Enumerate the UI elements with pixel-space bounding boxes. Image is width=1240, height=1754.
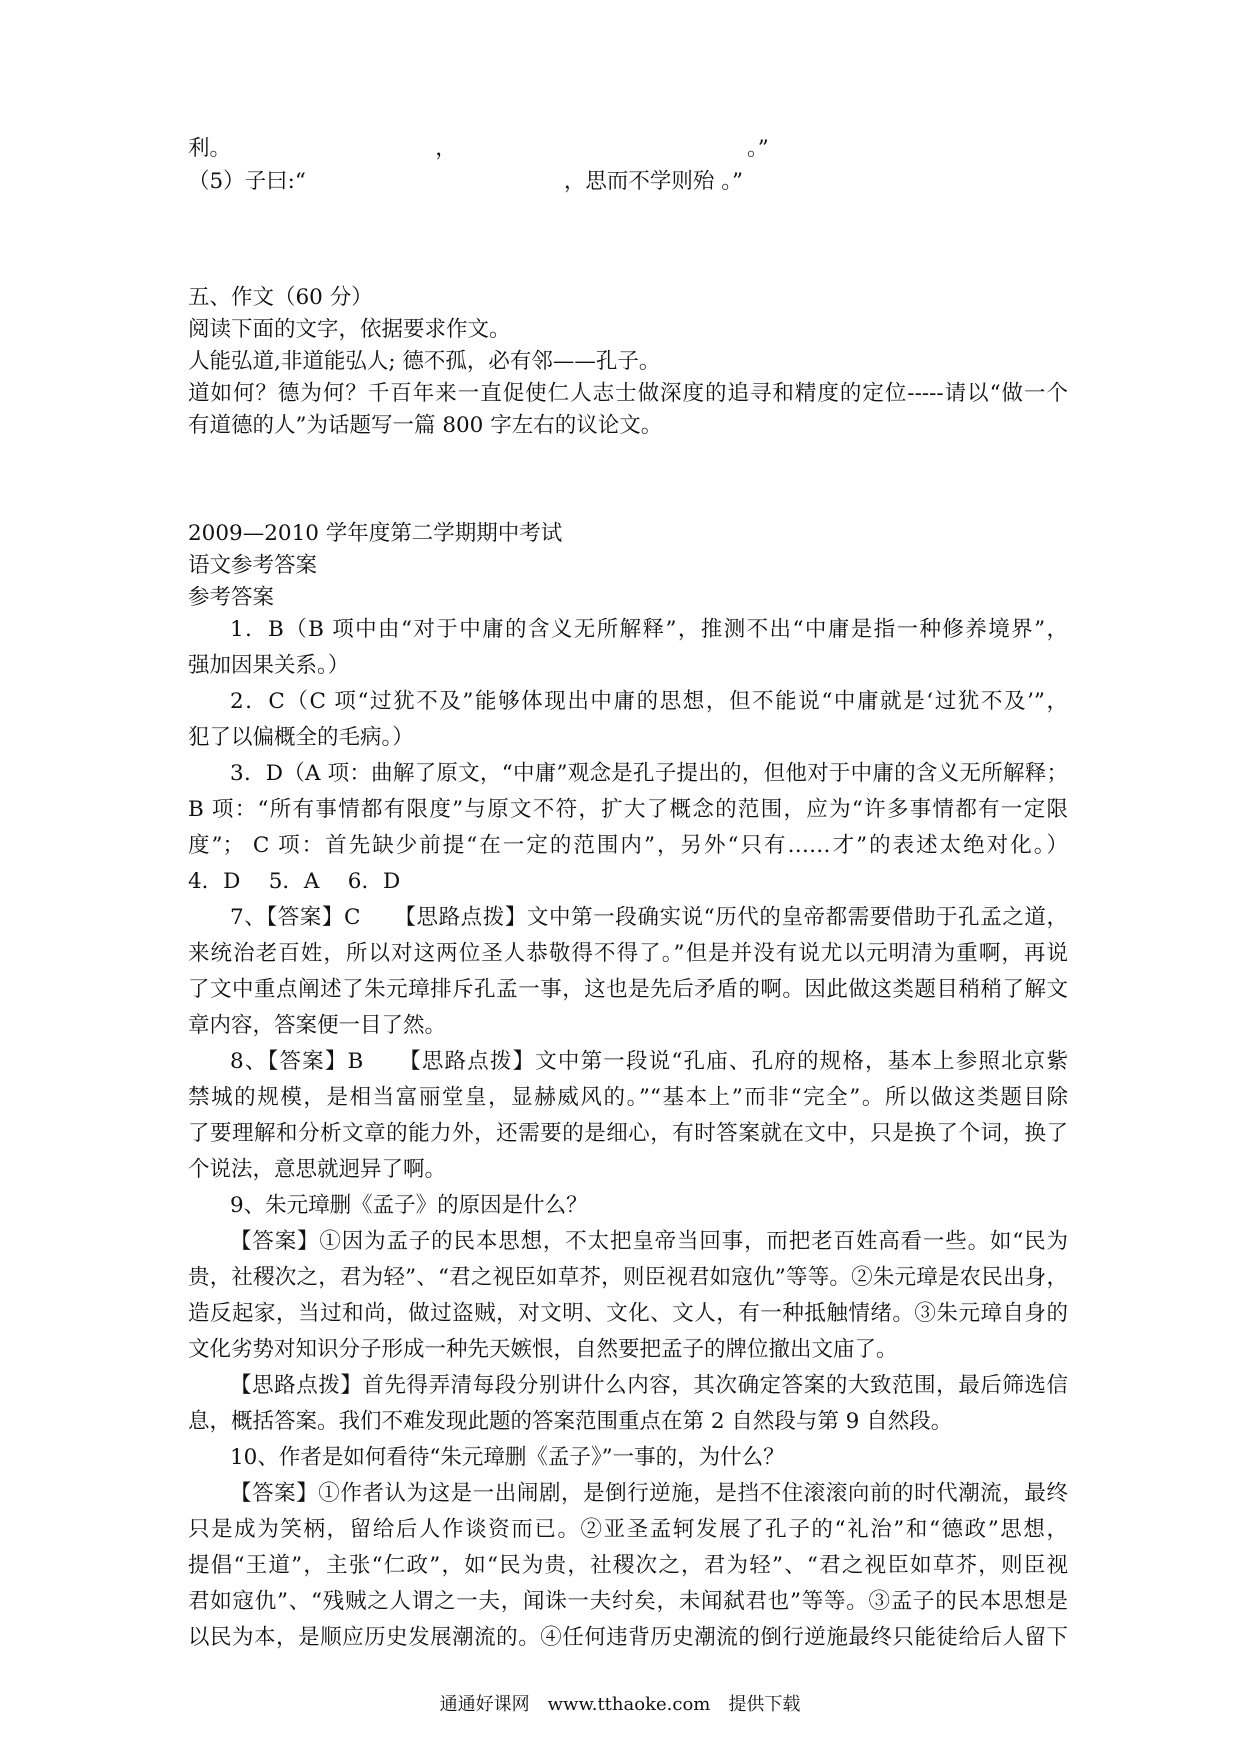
answer-line: 只是成为笑柄，留给后人作谈资而已。②亚圣孟轲发展了孔子的“礼治”和“德政”思想， (188, 1517, 1068, 1542)
answer-line: 4．D 5．A 6．D (188, 869, 401, 894)
answer-heading: 参考答案 (188, 585, 275, 610)
quote-fill-line: （5）子曰:“ ，思而不学则殆 。” (188, 169, 743, 194)
answer-line: 犯了以偏概全的毛病。） (188, 725, 414, 750)
answer-line: 了文中重点阐述了朱元璋排斥孔孟一事，这也是先后矛盾的啊。因此做这类题目稍稍了解文 (188, 977, 1068, 1002)
answer-line: 强加因果关系。） (188, 653, 350, 678)
answer-line: 造反起家，当过和尚，做过盗贼，对文明、文化、文人，有一种抵触情绪。③朱元璋自身的 (188, 1301, 1068, 1326)
page-footer: 通通好课网 www.tthaoke.com 提供下载 (439, 1694, 801, 1715)
answer-subtitle: 语文参考答案 (188, 553, 318, 578)
essay-quote: 人能弘道,非道能弘人; 德不孤，必有邻——孔子。 (188, 349, 661, 374)
answer-line: 以民为本，是顺应历史发展潮流的。④任何违背历史潮流的倒行逆施最终只能徒给后人留下 (188, 1625, 1068, 1650)
essay-instruction: 阅读下面的文字，依据要求作文。 (188, 317, 511, 342)
answer-line: 章内容，答案便一目了然。 (188, 1013, 447, 1038)
answer-line: B 项：“所有事情都有限度”与原文不符，扩大了概念的范围，应为“许多事情都有一定限 (188, 797, 1068, 822)
essay-prompt-line-1: 道如何？德为何？千百年来一直促使仁人志士做深度的追寻和精度的定位-----请以“做一个 (188, 381, 1068, 406)
answer-line: 息，概括答案。我们不难发现此题的答案范围重点在第 2 自然段与第 9 自然段。 (188, 1409, 953, 1434)
answer-line: 8、【答案】B 【思路点拨】文中第一段说“孔庙、孔府的规格，基本上参照北京紫 (230, 1049, 1068, 1074)
exam-title: 2009—2010 学年度第二学期期中考试 (188, 521, 563, 546)
answer-line: 君如寇仇”、“残贼之人谓之一夫，闻诛一夫纣矣，未闻弑君也”等等。③孟子的民本思想是 (188, 1589, 1068, 1614)
answer-line: 文化劣势对知识分子形成一种先天嫉恨，自然要把孟子的牌位撤出文庙了。 (188, 1337, 898, 1362)
essay-heading: 五、作文（60 分） (188, 285, 373, 310)
essay-prompt-line-2: 有道德的人”为话题写一篇 800 字左右的议论文。 (188, 413, 663, 438)
poem-fill-line: 利。 ， 。” (188, 136, 769, 161)
answer-line: 【思路点拨】首先得弄清每段分别讲什么内容，其次确定答案的大致范围，最后筛选信 (230, 1373, 1068, 1398)
answer-line: 提倡“王道”，主张“仁政”，如“民为贵，社稷次之，君为轻”、“君之视臣如草芥，则臣视 (188, 1553, 1068, 1578)
answer-line: 7、【答案】C 【思路点拨】文中第一段确实说“历代的皇帝都需要借助于孔孟之道， (230, 905, 1068, 930)
answer-line: 【答案】①作者认为这是一出闹剧，是倒行逆施，是挡不住滚滚向前的时代潮流，最终 (230, 1481, 1068, 1506)
answer-line: 1．B（B 项中由“对于中庸的含义无所解释”，推测不出“中庸是指一种修养境界”， (230, 617, 1068, 642)
answer-line: 了要理解和分析文章的能力外，还需要的是细心，有时答案就在文中，只是换了个词，换了 (188, 1121, 1068, 1146)
answer-line: 【答案】①因为孟子的民本思想，不太把皇帝当回事，而把老百姓高看一些。如“民为 (230, 1229, 1068, 1254)
answer-line: 度”； C 项：首先缺少前提“在一定的范围内”，另外“只有……才”的表述太绝对化。） (188, 833, 1068, 858)
answer-line: 禁城的规模，是相当富丽堂皇，显赫威风的。”“基本上”而非“完全”。所以做这类题目除 (188, 1085, 1068, 1110)
question-9: 9、朱元璋删《孟子》的原因是什么？ (230, 1193, 588, 1218)
question-10: 10、作者是如何看待“朱元璋删《孟子》”一事的，为什么？ (230, 1445, 785, 1470)
answer-line: 来统治老百姓，所以对这两位圣人恭敬得不得了。”但是并没有说尤以元明清为重啊，再说 (188, 941, 1068, 966)
answer-line: 个说法，意思就迥异了啊。 (188, 1157, 447, 1182)
answer-line: 贵，社稷次之，君为轻”、“君之视臣如草芥，则臣视君如寇仇”等等。②朱元璋是农民出身， (188, 1265, 1068, 1290)
answer-line: 2．C（C 项“过犹不及”能够体现出中庸的思想，但不能说“中庸就是‘过犹不及’”， (230, 689, 1068, 714)
answer-line: 3．D（A 项：曲解了原文，“中庸”观念是孔子提出的，但他对于中庸的含义无所解释； (230, 761, 1068, 786)
